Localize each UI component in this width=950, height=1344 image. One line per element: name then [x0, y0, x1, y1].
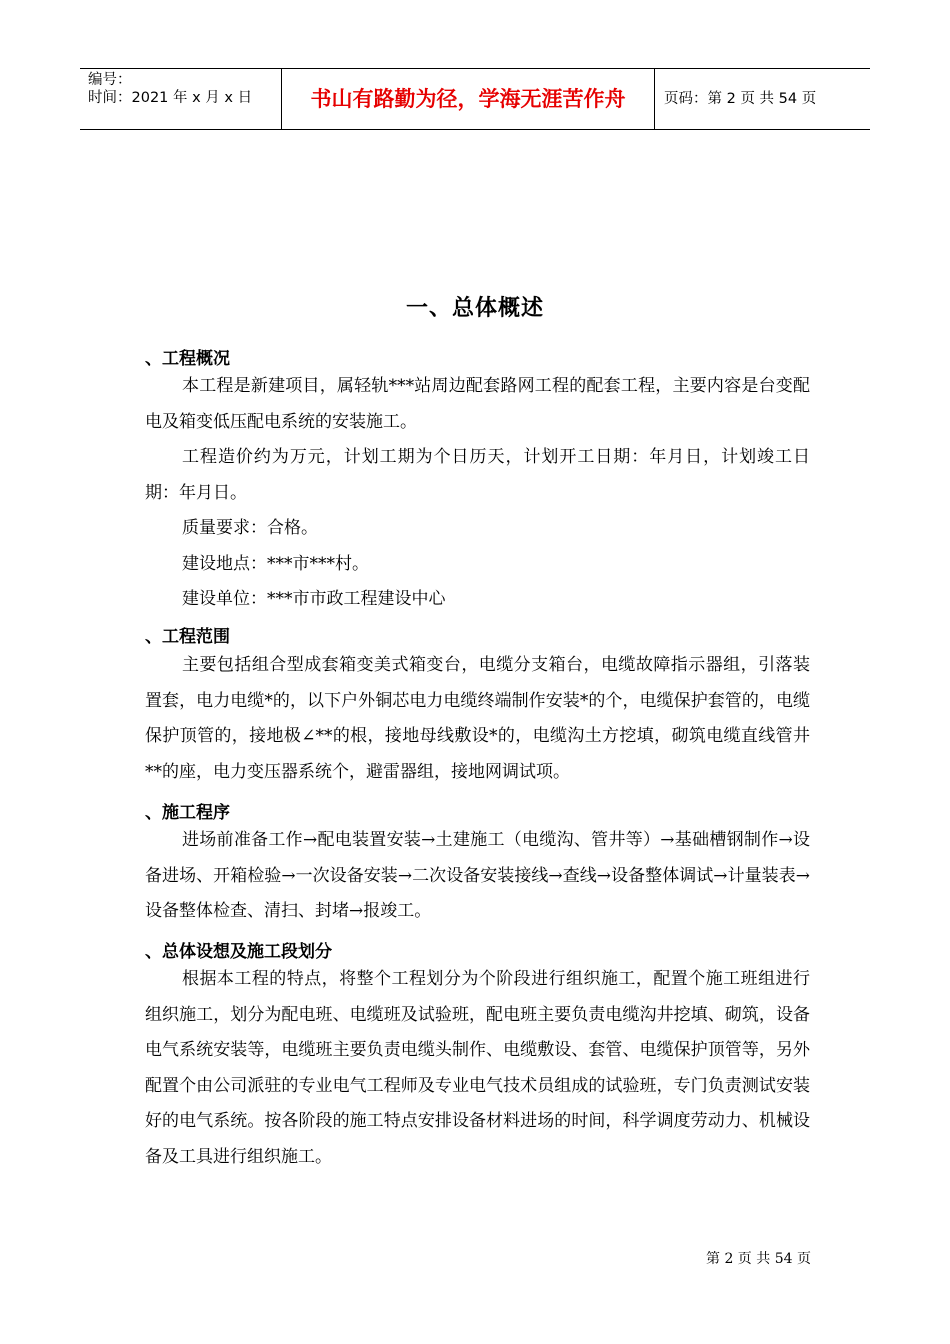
paragraph: 根据本工程的特点，将整个工程划分为个阶段进行组织施工，配置个施工班组进行组织施工，划分为配电班、电缆班及试验班，配电班主要负责电缆沟井挖填、砌筑，设备电气系统安装等，电缆班主要负责电缆头制作、电缆敷设、套管、电缆保护顶管等，另外配置个由公司派驻的专业电气工程师及专业电气技术员组成的试验班，专门负责测试安装好的电气系统。按各阶段的施工特点安排设备材料进场的时间，科学调度劳动力、机械设备及工具进行组织施工。 [145, 969, 810, 1167]
paragraph: 建设单位：***市市政工程建设中心 [182, 589, 446, 609]
header-time-label: 时间：2021 年 x 月 x 日 [88, 90, 253, 106]
paragraph: 质量要求：合格。 [182, 518, 318, 538]
section-heading-plan: 、总体设想及施工段划分 [145, 942, 332, 962]
paragraph: 本工程是新建项目，属轻轨***站周边配套路网工程的配套工程，主要内容是台变配电及箱变低压配电系统的安装施工。 [145, 376, 810, 432]
page-header [80, 68, 870, 130]
section-heading-procedure: 、施工程序 [145, 803, 230, 823]
header-page-info: 页码：第 2 页 共 54 页 [664, 91, 817, 107]
paragraph: 主要包括组合型成套箱变美式箱变台，电缆分支箱台，电缆故障指示器组，引落装置套，电力电缆*的，以下户外铜芯电力电缆终端制作安装*的个，电缆保护套管的，电缆保护顶管的，接地极∠**的根，接地母线敷设*的，电缆沟土方挖填，砌筑电缆直线管井**的座，电力变压器系统个，避雷器组，接地网调试项。 [145, 655, 810, 782]
page-title: 一、总体概述 [405, 295, 544, 321]
header-meta [88, 71, 280, 107]
section-heading-overview: 、工程概况 [145, 349, 230, 369]
page-footer: 第 2 页 共 54 页 [706, 1251, 811, 1267]
paragraph: 进场前准备工作→配电装置安装→土建施工（电缆沟、管井等）→基础槽钢制作→设备进场、开箱检验→一次设备安装→二次设备安装接线→查线→设备整体调试→计量装表→设备整体检查、清扫、封堵→报竣工。 [145, 830, 810, 921]
section-heading-scope: 、工程范围 [145, 627, 230, 647]
header-divider [654, 69, 655, 129]
header-motto: 书山有路勤为径，学海无涯苦作舟 [310, 87, 626, 111]
header-number-label: 编号： [88, 72, 132, 88]
paragraph: 工程造价约为万元，计划工期为个日历天，计划开工日期：年月日，计划竣工日期：年月日。 [145, 447, 810, 503]
paragraph: 建设地点：***市***村。 [182, 554, 369, 574]
